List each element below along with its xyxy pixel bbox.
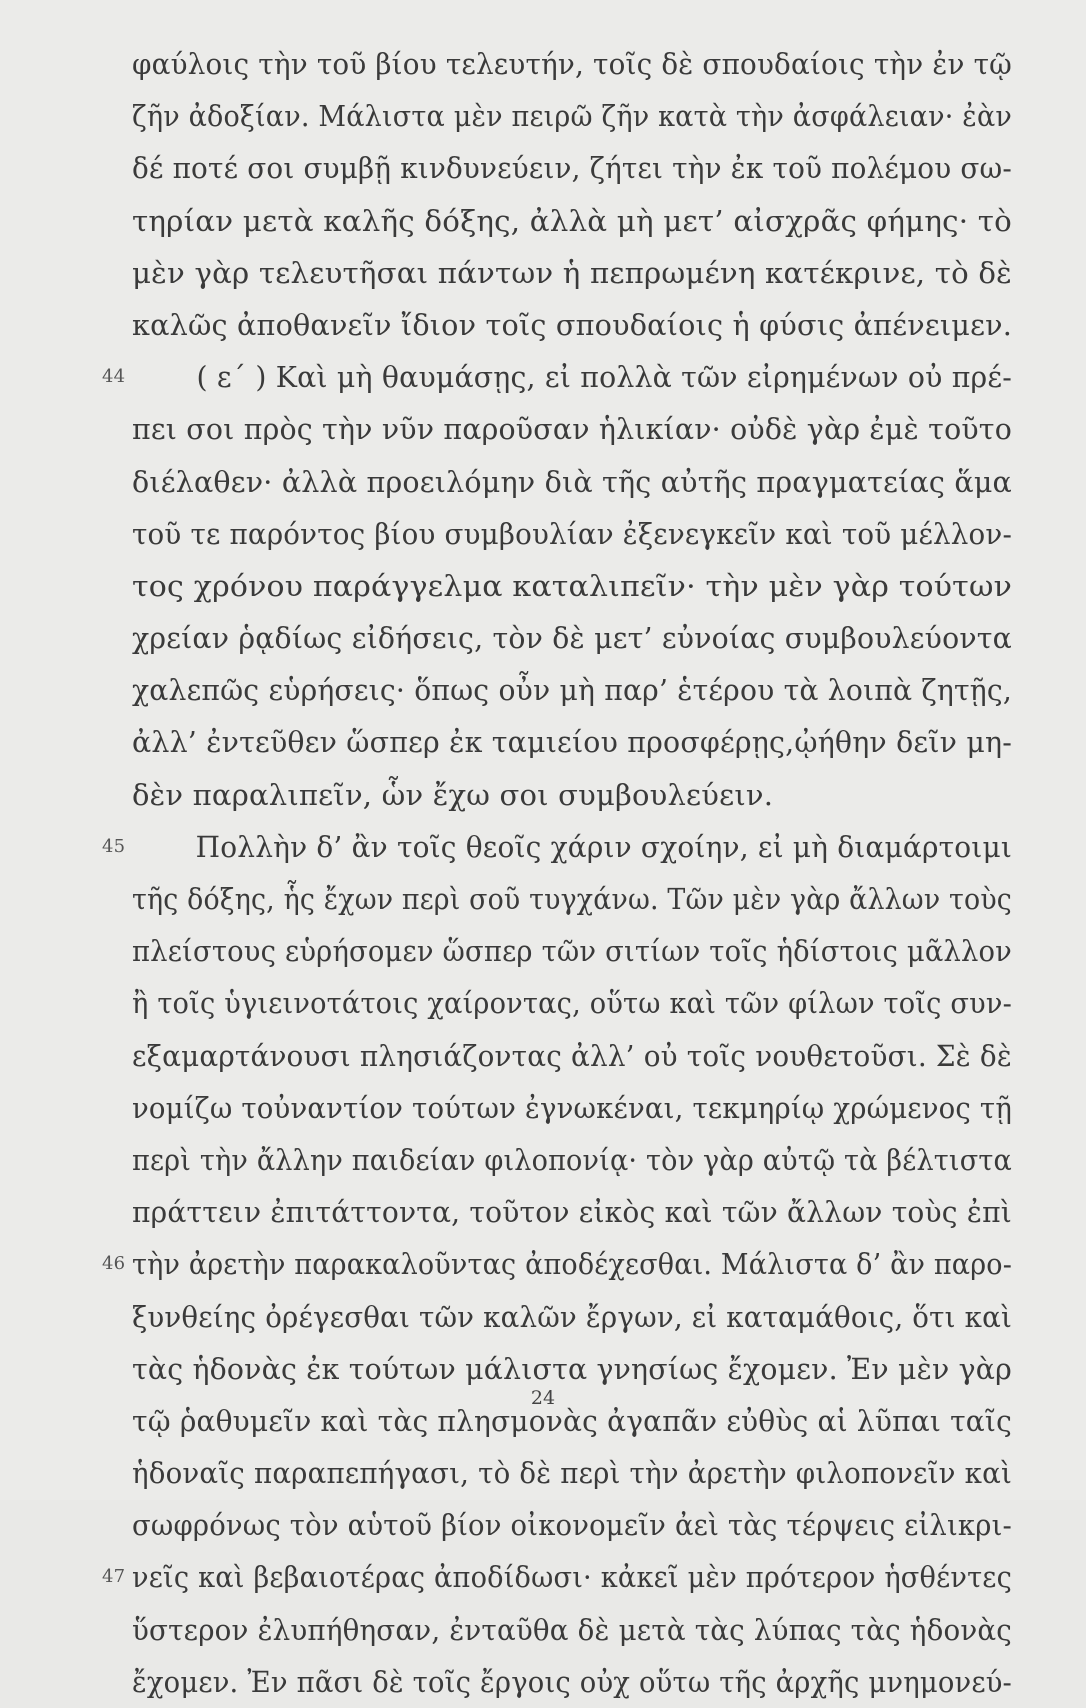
text-line bbox=[132, 1082, 1012, 1134]
line-text: τὰς ἡδονὰς ἐκ τούτων μάλιστα γνησίως ἔχομεν. Ἐν μὲν γὰρ bbox=[132, 1351, 1012, 1386]
text-line bbox=[132, 873, 1012, 925]
section-number: 44 bbox=[102, 366, 126, 388]
line-text: καλῶς ἀποθανεῖν ἴδιον τοῖς σπουδαίοις ἡ φύσις ἀπένειμεν. bbox=[132, 307, 1012, 342]
text-line bbox=[132, 612, 1012, 664]
text-line bbox=[102, 351, 1012, 403]
text-line bbox=[132, 1030, 1012, 1082]
line-text: Πολλὴν δ’ ἂν τοῖς θεοῖς χάριν σχοίην, εἰ μὴ διαμάρτοιμι bbox=[195, 829, 1013, 864]
text-line bbox=[132, 195, 1012, 247]
line-text: σωφρόνως τὸν αὑτοῦ βίον οἰκονομεῖν ἀεὶ τὰς τέρψεις εἰλικρι- bbox=[132, 1508, 1012, 1543]
text-line bbox=[132, 664, 1012, 716]
line-text: τῆς δόξης, ἧς ἔχων περὶ σοῦ τυγχάνω. Τῶν μὲν γὰρ ἄλλων τοὺς bbox=[132, 882, 1012, 916]
text-line bbox=[132, 299, 1012, 351]
line-text: τοῦ τε παρόντος βίου συμβουλίαν ἐξενεγκεῖν καὶ τοῦ μέλλον- bbox=[132, 516, 1012, 551]
line-text: φαύλοις τὴν τοῦ βίου τελευτήν, τοῖς δὲ σπουδαίοις τὴν ἐν τῷ bbox=[132, 47, 1012, 81]
text-line bbox=[132, 716, 1012, 768]
line-text: δὲν παραλιπεῖν, ὧν ἔχω σοι συμβουλεύειν. bbox=[132, 777, 774, 812]
text-line bbox=[132, 247, 1012, 299]
section-number: 47 bbox=[102, 1566, 126, 1588]
text-line bbox=[102, 1238, 1012, 1290]
line-text: πλείστους εὑρήσομεν ὥσπερ τῶν σιτίων τοῖς ἡδίστοις μᾶλλον bbox=[132, 934, 1012, 969]
line-text: ἔχομεν. Ἐν πᾶσι δὲ τοῖς ἔργοις οὐχ οὕτω τῆς ἀρχῆς μνημονεύ- bbox=[132, 1664, 1012, 1699]
text-line bbox=[132, 142, 1012, 194]
line-text: τῷ ῥαθυμεῖν καὶ τὰς πλησμονὰς ἀγαπᾶν εὐθὺς αἱ λῦπαι ταῖς bbox=[132, 1403, 1012, 1438]
line-text: ξυνθείης ὀρέγεσθαι τῶν καλῶν ἔργων, εἰ καταμάθοις, ὅτι καὶ bbox=[132, 1299, 1012, 1334]
line-text: τος χρόνου παράγγελμα καταλιπεῖν· τὴν μὲν γὰρ τούτων bbox=[132, 568, 1012, 603]
line-text: δέ ποτέ σοι συμβῇ κινδυνεύειν, ζήτει τὴν ἐκ τοῦ πολέμου σω- bbox=[132, 151, 1012, 186]
line-text: περὶ τὴν ἄλλην παιδείαν φιλοπονίᾳ· τὸν γὰρ αὐτῷ τὰ βέλτιστα bbox=[132, 1142, 1012, 1177]
line-text: τὴν ἀρετὴν παρακαλοῦντας ἀποδέχεσθαι. Μάλιστα δ’ ἂν παρο- bbox=[132, 1247, 1012, 1282]
line-text: εξαμαρτάνουσι πλησιάζοντας ἀλλ’ οὐ τοῖς νουθετοῦσι. Σὲ δὲ bbox=[132, 1038, 1012, 1073]
text-line bbox=[132, 560, 1012, 612]
text-line bbox=[132, 90, 1012, 142]
text-line bbox=[132, 1499, 1012, 1551]
greek-text-body bbox=[102, 38, 1013, 1708]
line-text: ἀλλ’ ἐντεῦθεν ὥσπερ ἐκ ταμιείου προσφέρῃς,ᾠήθην δεῖν μη- bbox=[132, 725, 1012, 760]
line-text: πράττειν ἐπιτάττοντα, τοῦτον εἰκὸς καὶ τῶν ἄλλων τοὺς ἐπὶ bbox=[132, 1195, 1012, 1230]
section-number: 46 bbox=[102, 1253, 126, 1275]
line-text: ( ε΄ ) Καὶ μὴ θαυμάσῃς, εἰ πολλὰ τῶν εἰρημένων οὐ πρέ- bbox=[196, 360, 1012, 395]
text-line bbox=[132, 1291, 1012, 1343]
text-line bbox=[102, 821, 1013, 873]
line-text: μὲν γὰρ τελευτῆσαι πάντων ἡ πεπρωμένη κατέκρινε, τὸ δὲ bbox=[132, 255, 1012, 290]
line-text: νεῖς καὶ βεβαιοτέρας ἀποδίδωσι· κἀκεῖ μὲν πρότερον ἡσθέντες bbox=[132, 1560, 1012, 1595]
line-text: τηρίαν μετὰ καλῆς δόξης, ἀλλὰ μὴ μετ’ αἰσχρᾶς φήμης· τὸ bbox=[132, 203, 1012, 238]
text-line bbox=[132, 1134, 1012, 1186]
text-line bbox=[132, 456, 1012, 508]
text-line bbox=[132, 977, 1012, 1029]
text-line bbox=[132, 508, 1012, 560]
line-text: χρείαν ῥᾳδίως εἰδήσεις, τὸν δὲ μετ’ εὐνοίας συμβουλεύοντα bbox=[132, 621, 1012, 656]
line-text: ἢ τοῖς ὑγιεινοτάτοις χαίροντας, οὕτω καὶ τῶν φίλων τοῖς συν- bbox=[132, 986, 1012, 1021]
text-line bbox=[102, 1551, 1012, 1603]
line-text: ὕστερον ἐλυπήθησαν, ἐνταῦθα δὲ μετὰ τὰς λύπας τὰς ἡδονὰς bbox=[132, 1612, 1012, 1647]
text-line bbox=[132, 1447, 1012, 1499]
text-line bbox=[132, 769, 1012, 821]
text-line bbox=[132, 1604, 1012, 1656]
text-line bbox=[132, 1186, 1012, 1238]
section-number: 45 bbox=[102, 835, 126, 857]
line-text: πει σοι πρὸς τὴν νῦν παροῦσαν ἡλικίαν· οὐδὲ γὰρ ἐμὲ τοῦτο bbox=[132, 412, 1012, 447]
text-line bbox=[132, 925, 1012, 977]
line-text: χαλεπῶς εὑρήσεις· ὅπως οὖν μὴ παρ’ ἑτέρου τὰ λοιπὰ ζητῇς, bbox=[132, 673, 1012, 708]
page-number: 24 bbox=[530, 1387, 556, 1409]
text-line bbox=[132, 403, 1012, 455]
line-text: διέλαθεν· ἀλλὰ προειλόμην διὰ τῆς αὐτῆς πραγματείας ἅμα bbox=[132, 464, 1012, 499]
line-text: ἡδοναῖς παραπεπήγασι, τὸ δὲ περὶ τὴν ἀρετὴν φιλοπονεῖν καὶ bbox=[132, 1456, 1012, 1491]
line-text: νομίζω τοὐναντίον τούτων ἐγνωκέναι, τεκμηρίῳ χρώμενος τῇ bbox=[132, 1090, 1012, 1125]
text-line bbox=[132, 38, 1012, 90]
text-line bbox=[132, 1656, 1012, 1708]
line-text: ζῆν ἀδοξίαν. Μάλιστα μὲν πειρῶ ζῆν κατὰ τὴν ἀσφάλειαν· ἐὰν bbox=[132, 99, 1012, 134]
